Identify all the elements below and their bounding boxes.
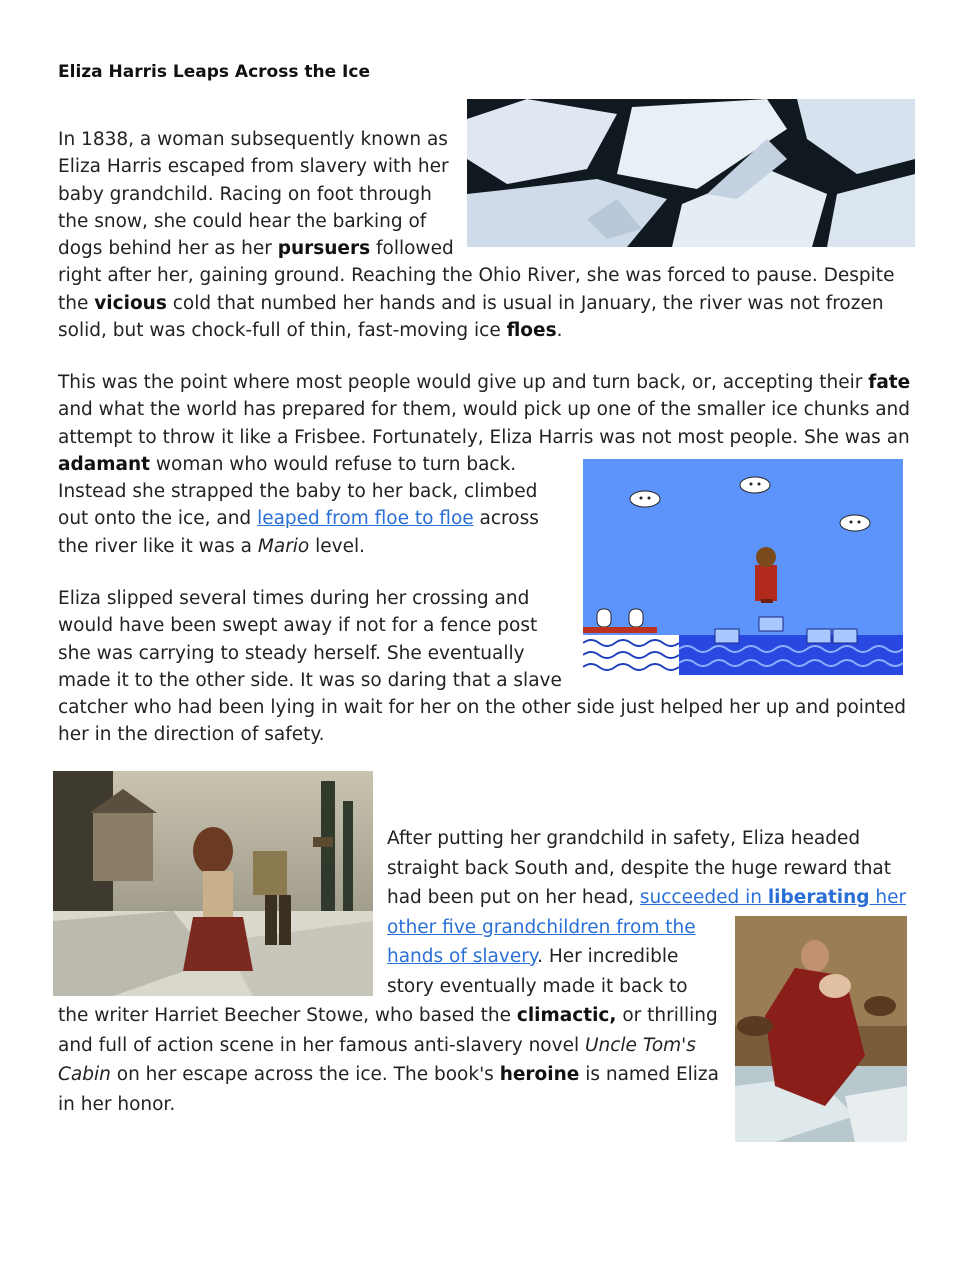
text-line — [58, 1031, 719, 1061]
text-line: the snow, she could hear the barking of — [58, 210, 427, 232]
page-title: Eliza Harris Leaps Across the Ice — [58, 62, 370, 82]
text-span: and full of action scene in her famous anti-slavery novel — [58, 1034, 585, 1056]
text-span: woman who would refuse to turn back. — [150, 453, 517, 475]
text-span: followed — [370, 238, 454, 260]
vocab-word-fate: fate — [868, 372, 911, 393]
text-span: This was the point where most people would give up and turn back, or, accepting their — [58, 372, 869, 393]
text-line: catcher who had been lying in wait for her on the other side just helped her up and pointed — [58, 697, 907, 719]
text-line — [58, 235, 894, 262]
text-span: level. — [309, 535, 366, 557]
link-text: her — [869, 887, 907, 908]
text-line: and what the world has prepared for them, would pick up one of the smaller ice chunks and — [58, 399, 911, 421]
eliza-on-ice-painting — [735, 916, 907, 1142]
text-line: story eventually made it back to — [387, 975, 688, 997]
text-line — [58, 290, 894, 317]
text-line — [58, 1001, 719, 1031]
liberating-link[interactable] — [640, 887, 906, 908]
text-span: the — [58, 292, 95, 314]
text-line: After putting her grandchild in safety, Eliza headed — [387, 828, 861, 849]
text-line: would have been swept away if not for a fence post — [58, 615, 538, 637]
liberating-link-cont[interactable]: hands of slavery — [387, 946, 538, 967]
paragraph-3 — [58, 585, 906, 749]
link-text: succeeded in — [639, 887, 768, 908]
vocab-word-heroine: heroine — [499, 1064, 580, 1086]
text-line: In 1838, a woman subsequently known as — [58, 129, 448, 150]
text-line: Eliza slipped several times during her crossing and — [58, 588, 530, 609]
text-line — [387, 883, 906, 913]
text-span: out onto the ice, and — [58, 508, 258, 530]
text-span: across — [473, 508, 539, 530]
text-span: . Her incredible — [537, 946, 679, 967]
text-line — [58, 1060, 719, 1090]
text-span: the writer Harriet Beecher Stowe, who based the — [58, 1005, 517, 1026]
text-line: straight back South and, despite the huge reward that — [387, 857, 892, 879]
text-span: or thrilling — [616, 1005, 718, 1026]
book-title-italic: Uncle Tom's — [584, 1034, 696, 1056]
italic-mario: Mario — [257, 535, 310, 557]
paragraph-1 — [58, 126, 894, 344]
text-span: dogs behind her as her — [58, 238, 278, 260]
text-line: she was carrying to steady herself. She eventually — [58, 642, 525, 664]
vocab-word-pursuers: pursuers — [277, 238, 371, 260]
text-line: Instead she strapped the baby to her back, climbed — [58, 481, 538, 503]
book-title-italic: Cabin — [58, 1064, 111, 1086]
vocab-word-floes: floes — [506, 320, 557, 342]
text-line: made it to the other side. It was so daring that a slave — [58, 669, 562, 691]
text-line: her in the direction of safety. — [58, 724, 325, 746]
vocab-word-vicious: vicious — [94, 292, 167, 314]
vocab-word-liberating: liberating — [767, 887, 870, 908]
vocab-word-adamant: adamant — [58, 453, 150, 475]
text-line: in her honor. — [58, 1094, 176, 1116]
text-span: . — [556, 320, 563, 342]
leaped-floe-link[interactable]: leaped from floe to floe — [257, 508, 474, 530]
text-span: the river like it was a — [58, 535, 258, 557]
paragraph-4-bottom — [58, 1001, 719, 1120]
text-line: baby grandchild. Racing on foot through — [58, 183, 432, 205]
text-span: solid, but was chock-full of thin, fast-moving ice — [58, 320, 507, 342]
text-line — [58, 317, 894, 344]
text-line: attempt to throw it like a Frisbee. Fortunately, Eliza Harris was not most people. She was an — [58, 426, 910, 448]
text-span: had been put on her head, — [387, 887, 640, 908]
text-span: is named Eliza — [579, 1064, 719, 1086]
text-line: Eliza Harris escaped from slavery with her — [58, 156, 449, 178]
text-line: right after her, gaining ground. Reaching the Ohio River, she was forced to pause. Despite — [58, 265, 895, 287]
liberating-link-cont[interactable]: other five grandchildren from the — [387, 916, 696, 938]
vocab-word-climactic: climactic, — [516, 1005, 617, 1026]
text-span: cold that numbed her hands and is usual in January, the river was not frozen — [166, 292, 884, 314]
eliza-crossing-painting — [53, 771, 373, 996]
text-line — [58, 369, 910, 396]
text-span: on her escape across the ice. The book's — [110, 1064, 500, 1086]
